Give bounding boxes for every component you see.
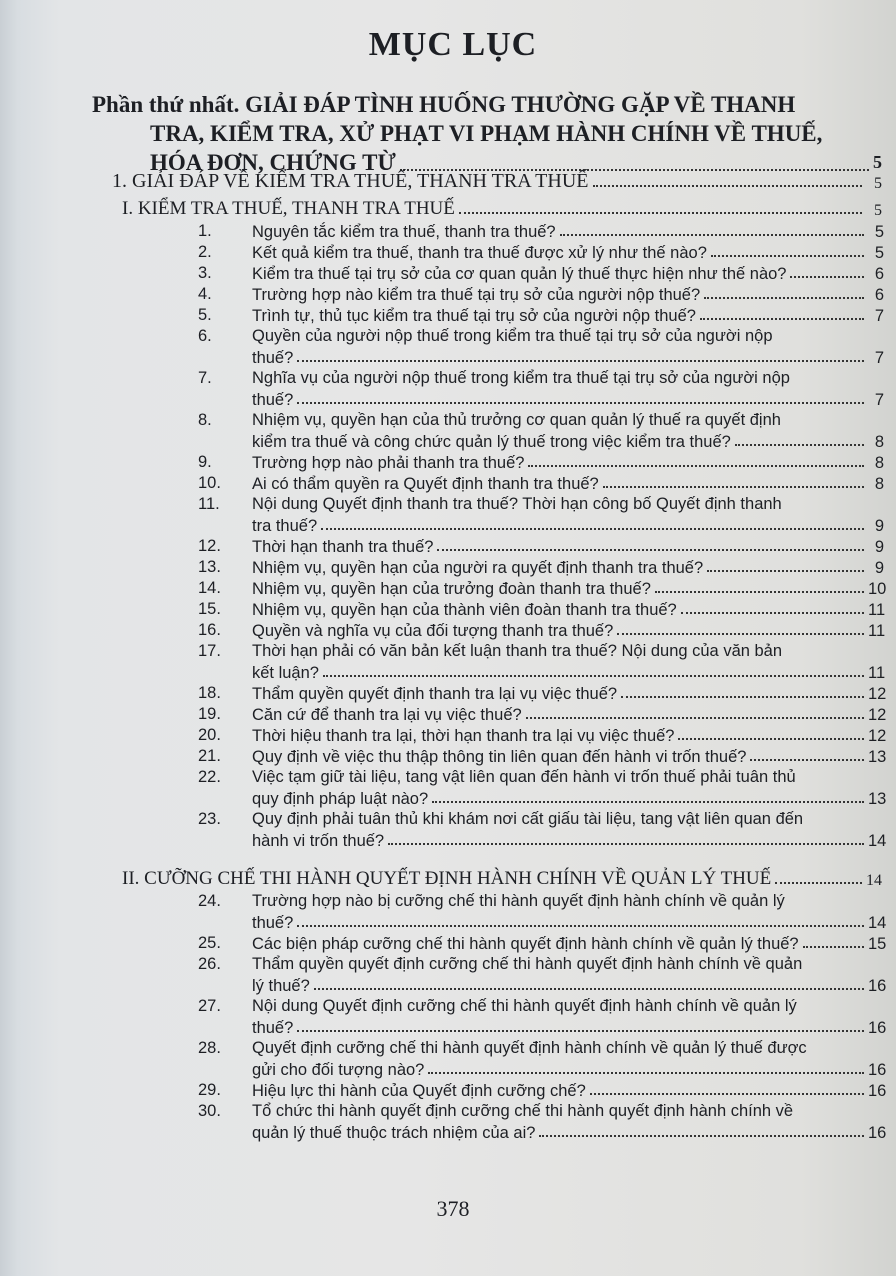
entry-text: Ai có thẩm quyền ra Quyết định thanh tra thuế? <box>252 475 599 493</box>
section-1-page: 5 <box>874 175 882 192</box>
entry-number: 2. <box>198 243 212 261</box>
entry-row <box>252 600 884 620</box>
leader-dots <box>750 759 864 761</box>
entry-continuation-row <box>252 1123 887 1143</box>
entry-page: 14 <box>868 832 887 850</box>
entry-number: 8. <box>198 411 212 429</box>
leader-dots <box>314 988 864 990</box>
entry-row <box>252 621 884 641</box>
entry-text: Thời hiệu thanh tra lại, thời hạn thanh tra lại vụ việc thuế? <box>252 727 675 745</box>
leader-dots <box>735 444 864 446</box>
entry-continuation: kết luận? <box>252 664 319 682</box>
entry-text: Trường hợp nào kiểm tra thuế tại trụ sở của người nộp thuế? <box>252 286 701 304</box>
leader-dots <box>775 882 862 884</box>
entry-continuation-row <box>252 976 887 996</box>
entry-text: Kết quả kiểm tra thuế, thanh tra thuế được xử lý như thế nào? <box>252 244 707 262</box>
entry-row <box>252 453 884 473</box>
subsection-2-row[interactable] <box>122 868 882 890</box>
entry-page: 6 <box>874 286 884 304</box>
entry-row <box>252 306 884 326</box>
entry-number: 29. <box>198 1081 221 1099</box>
toc-page <box>22 0 887 1276</box>
entry-number: 11. <box>198 495 220 513</box>
leader-dots <box>790 276 864 278</box>
entry-continuation-row <box>252 831 887 851</box>
entry-number: 16. <box>198 621 221 639</box>
leader-dots <box>704 297 864 299</box>
leader-dots <box>603 486 864 488</box>
subsection-1-page: 5 <box>874 202 882 219</box>
entry-continuation: tra thuế? <box>252 517 318 535</box>
entry-row <box>252 537 884 557</box>
entry-number: 19. <box>198 705 221 723</box>
entry-text: Thời hạn thanh tra thuế? <box>252 538 434 556</box>
entry-row <box>252 747 887 767</box>
entry-page: 13 <box>868 748 887 766</box>
entry-continuation-row <box>252 663 884 683</box>
entry-text: Nghĩa vụ của người nộp thuế trong kiểm tra thuế tại trụ sở của người nộp <box>252 369 790 387</box>
entry-continuation: quy định pháp luật nào? <box>252 790 429 808</box>
entry-text: Thẩm quyền quyết định thanh tra lại vụ việc thuế? <box>252 685 618 703</box>
entry-number: 13. <box>198 558 221 576</box>
leader-dots <box>590 1093 864 1095</box>
leader-dots <box>388 843 864 845</box>
entry-page: 11 <box>868 664 886 682</box>
entry-number: 21. <box>198 747 221 765</box>
entry-page: 5 <box>874 244 884 262</box>
entry-number: 3. <box>198 264 212 282</box>
entry-page: 10 <box>868 580 887 598</box>
part-line-3-text: HÓA ĐƠN, CHỨNG TỪ <box>150 150 396 175</box>
entry-continuation: thuế? <box>252 349 294 367</box>
leader-dots <box>678 738 864 740</box>
leader-dots <box>803 946 864 948</box>
leader-dots <box>528 465 864 467</box>
entry-page: 12 <box>868 685 887 703</box>
entry-number: 25. <box>198 934 221 952</box>
leader-dots <box>700 318 864 320</box>
subsection-1-row[interactable] <box>122 198 882 220</box>
entry-number: 27. <box>198 997 221 1015</box>
entry-text: Nhiệm vụ, quyền hạn của người ra quyết định thanh tra thuế? <box>252 559 704 577</box>
entry-text: Tổ chức thi hành quyết định cưỡng chế thi hành quyết định hành chính về <box>252 1102 794 1120</box>
entry-number: 18. <box>198 684 221 702</box>
entry-number: 1. <box>198 222 212 240</box>
entry-text: Nhiệm vụ, quyền hạn của thủ trưởng cơ quan quản lý thuế ra quyết định <box>252 411 781 429</box>
entry-number: 6. <box>198 327 212 345</box>
entry-number: 28. <box>198 1039 221 1057</box>
entry-page: 5 <box>874 223 884 241</box>
entry-text: Nội dung Quyết định thanh tra thuế? Thời hạn công bố Quyết định thanh <box>252 495 782 513</box>
entry-text: Việc tạm giữ tài liệu, tang vật liên quan đến hành vi trốn thuế phải tuân thủ <box>252 768 796 786</box>
entry-text: Trường hợp nào bị cưỡng chế thi hành quyết định hành chính về quản lý <box>252 892 785 910</box>
entry-page: 16 <box>868 1019 887 1037</box>
leader-dots <box>617 633 864 635</box>
entry-page: 16 <box>868 1061 887 1079</box>
entry-text: Nhiệm vụ, quyền hạn của trưởng đoàn thanh tra thuế? <box>252 580 651 598</box>
leader-dots <box>459 212 862 214</box>
leader-dots <box>323 675 864 677</box>
entry-text: Hiệu lực thi hành của Quyết định cưỡng chế? <box>252 1082 586 1100</box>
entry-number: 7. <box>198 369 212 387</box>
entry-text: Quy định phải tuân thủ khi khám nơi cất giấu tài liệu, tang vật liên quan đến <box>252 810 804 828</box>
entry-text: Trình tự, thủ tục kiểm tra thuế tại trụ sở của người nộp thuế? <box>252 307 696 325</box>
leader-dots <box>539 1135 864 1137</box>
leader-dots <box>621 696 864 698</box>
page-title: MỤC LỤC <box>368 26 538 63</box>
leader-dots <box>655 591 864 593</box>
entry-row <box>252 934 887 954</box>
entry-number: 9. <box>198 453 212 471</box>
leader-dots <box>321 528 864 530</box>
entry-continuation-row <box>252 390 884 410</box>
entry-continuation-row <box>252 1060 887 1080</box>
entry-row <box>252 285 884 305</box>
entry-page: 8 <box>874 475 884 493</box>
leader-dots <box>297 1030 864 1032</box>
entry-continuation-row <box>252 432 884 452</box>
entry-page: 14 <box>868 914 887 932</box>
entry-text: Căn cứ để thanh tra lại vụ việc thuế? <box>252 706 522 724</box>
leader-dots <box>593 185 863 187</box>
entry-text: Nội dung Quyết định cưỡng chế thi hành quyết định hành chính về quản lý <box>252 997 797 1015</box>
entry-text: Thẩm quyền quyết định cưỡng chế thi hành quyết định hành chính về quản <box>252 955 803 973</box>
entry-page: 8 <box>874 433 884 451</box>
entry-page: 9 <box>874 538 884 556</box>
part-page: 5 <box>873 152 882 172</box>
section-1-row[interactable] <box>112 170 882 193</box>
entry-number: 5. <box>198 306 212 324</box>
entry-row <box>252 1081 887 1101</box>
entry-number: 17. <box>198 642 221 660</box>
entry-page: 15 <box>868 935 887 953</box>
entry-row <box>252 222 884 242</box>
leader-dots <box>432 801 864 803</box>
entry-row <box>252 243 884 263</box>
leader-dots <box>526 717 864 719</box>
entry-continuation-row <box>252 348 884 368</box>
entry-text: Nhiệm vụ, quyền hạn của thành viên đoàn thanh tra thuế? <box>252 601 677 619</box>
entry-continuation-row <box>252 516 884 536</box>
entry-page: 9 <box>874 559 884 577</box>
subsection-2-page: 14 <box>866 872 882 889</box>
part-line-2: TRA, KIỂM TRA, XỬ PHẠT VI PHẠM HÀNH CHÍNH VỀ THUẾ, <box>150 121 823 146</box>
entry-number: 23. <box>198 810 221 828</box>
entry-text: Thời hạn phải có văn bản kết luận thanh tra thuế? Nội dung của văn bản <box>252 642 783 660</box>
leader-dots <box>297 360 864 362</box>
entry-number: 20. <box>198 726 221 744</box>
entry-page: 16 <box>868 1082 887 1100</box>
part-line-1: Phần thứ nhất. GIẢI ĐÁP TÌNH HUỐNG THƯỜNG GẶP VỀ THANH <box>92 92 796 117</box>
entry-continuation: quản lý thuế thuộc trách nhiệm của ai? <box>252 1124 536 1142</box>
subsection-2-label: II. CƯỠNG CHẾ THI HÀNH QUYẾT ĐỊNH HÀNH CHÍNH VỀ QUẢN LÝ THUẾ <box>122 868 772 889</box>
entry-text: Quy định về việc thu thập thông tin liên quan đến hành vi trốn thuế? <box>252 748 747 766</box>
entry-page: 16 <box>868 977 887 995</box>
leader-dots <box>560 234 864 236</box>
entry-row <box>252 558 884 578</box>
entry-row <box>252 264 884 284</box>
entry-page: 13 <box>868 790 887 808</box>
entry-page: 7 <box>874 349 884 367</box>
entry-number: 4. <box>198 285 212 303</box>
entry-number: 10. <box>198 474 221 492</box>
entry-row <box>252 474 884 494</box>
entry-row <box>252 579 887 599</box>
section-1-label: 1. GIẢI ĐÁP VỀ KIỂM TRA THUẾ, THANH TRA THUẾ <box>112 170 589 192</box>
entry-page: 11 <box>868 601 886 619</box>
subsection-1-label: I. KIỂM TRA THUẾ, THANH TRA THUẾ <box>122 198 455 219</box>
leader-dots <box>437 549 864 551</box>
entry-continuation: thuế? <box>252 391 294 409</box>
entry-continuation: gửi cho đối tượng nào? <box>252 1061 425 1079</box>
leader-dots <box>711 255 864 257</box>
entry-number: 26. <box>198 955 221 973</box>
entry-row <box>252 684 887 704</box>
page-number: 378 <box>436 1196 470 1221</box>
part-one-heading <box>92 90 882 177</box>
entry-text: Kiểm tra thuế tại trụ sở của cơ quan quản lý thuế thực hiện như thế nào? <box>252 265 787 283</box>
entry-number: 14. <box>198 579 221 597</box>
entry-row <box>252 705 887 725</box>
entry-page: 7 <box>874 307 884 325</box>
entry-continuation: thuế? <box>252 1019 294 1037</box>
entry-number: 24. <box>198 892 221 910</box>
entry-page: 8 <box>874 454 884 472</box>
entry-continuation-row <box>252 789 887 809</box>
entry-page: 16 <box>868 1124 887 1142</box>
entry-number: 15. <box>198 600 221 618</box>
entry-page: 6 <box>874 265 884 283</box>
entry-text: Nguyên tắc kiểm tra thuế, thanh tra thuế? <box>252 223 556 241</box>
entry-page: 12 <box>868 706 887 724</box>
leader-dots <box>428 1072 864 1074</box>
leader-dots <box>681 612 864 614</box>
entry-continuation: thuế? <box>252 914 294 932</box>
leader-dots <box>707 570 864 572</box>
entry-page: 7 <box>874 391 884 409</box>
entry-number: 30. <box>198 1102 221 1120</box>
entry-text: Quyết định cưỡng chế thi hành quyết định hành chính về quản lý thuế được <box>252 1039 807 1057</box>
entry-text: Quyền và nghĩa vụ của đối tượng thanh tra thuế? <box>252 622 614 640</box>
entry-page: 11 <box>868 622 886 640</box>
entry-continuation-row <box>252 1018 887 1038</box>
entry-page: 9 <box>874 517 884 535</box>
entry-continuation: hành vi trốn thuế? <box>252 832 385 850</box>
entry-number: 22. <box>198 768 221 786</box>
entry-continuation: lý thuế? <box>252 977 310 995</box>
leader-dots <box>297 402 864 404</box>
entry-number: 12. <box>198 537 221 555</box>
leader-dots <box>297 925 864 927</box>
entry-continuation: kiểm tra thuế và công chức quản lý thuế trong việc kiểm tra thuế? <box>252 433 731 451</box>
entry-page: 12 <box>868 727 887 745</box>
entry-continuation-row <box>252 913 887 933</box>
entry-row <box>252 726 887 746</box>
entry-text: Các biện pháp cưỡng chế thi hành quyết định hành chính về quản lý thuế? <box>252 935 799 953</box>
entry-text: Quyền của người nộp thuế trong kiểm tra thuế tại trụ sở của người nộp <box>252 327 773 345</box>
entry-text: Trường hợp nào phải thanh tra thuế? <box>252 454 525 472</box>
